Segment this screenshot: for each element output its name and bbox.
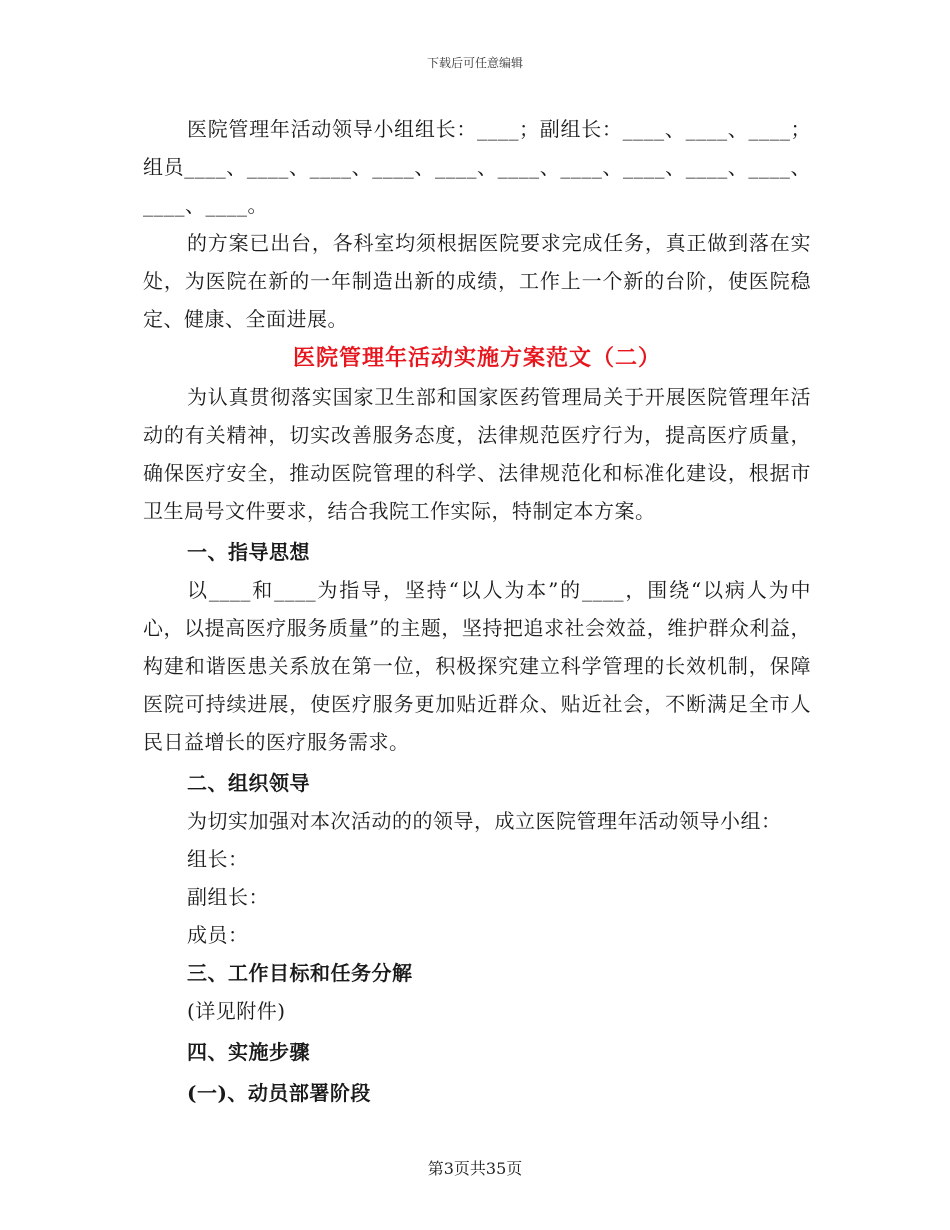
closing-paragraph: 的方案已出台，各科室均须根据医院要求完成任务，真正做到落在实处，为医院在新的一年制造出新的成绩，工作上一个新的台阶，使医院稳定、健康、全面进展。 xyxy=(143,231,811,331)
members-line: 成员： xyxy=(187,923,249,947)
document-body xyxy=(143,110,811,1112)
page-header: 下载后可任意编辑 xyxy=(426,56,523,70)
intro-paragraph: 医院管理年活动领导小组组长：____；副组长：____、____、____；组员____、____、____、____、____、____、____、____、____、____、____、____。 xyxy=(143,117,811,217)
subsection-heading-mobilization: (一)、动员部署阶段 xyxy=(187,1081,371,1105)
section-heading-organization: 二、组织领导 xyxy=(187,771,310,795)
preface-paragraph: 为认真贯彻落实国家卫生部和国家医药管理局关于开展医院管理年活动的有关精神，切实改善服务态度，法律规范医疗行为，提高医疗质量，确保医疗安全，推动医院管理的科学、法律规范化和标准化建设，根据市卫生局号文件要求，结合我院工作实际，特制定本方案。 xyxy=(143,385,811,523)
section-heading-guiding-ideology: 一、指导思想 xyxy=(187,540,310,564)
deputy-leader-line: 副组长： xyxy=(187,885,269,909)
page-footer: 第3页共35页 xyxy=(427,1159,523,1178)
section-heading-steps: 四、实施步骤 xyxy=(187,1040,310,1064)
document-title: 医院管理年活动实施方案范文（二） xyxy=(292,345,661,371)
guiding-ideology-paragraph: 以____和____为指导，坚持“以人为本”的____，围绕“以病人为中心，以提高医疗服务质量”的主题，坚持把追求社会效益，维护群众利益，构建和谐医患关系放在第一位，积极探究建立科学管理的长效机制，保障医院可持续进展，使医疗服务更加贴近群众、贴近社会，不断满足全市人民日益增长的医疗服务需求。 xyxy=(143,578,811,754)
section-heading-goals: 三、工作目标和任务分解 xyxy=(187,961,413,985)
organization-paragraph: 为切实加强对本次活动的的领导，成立医院管理年活动领导小组： xyxy=(187,809,782,833)
leader-line: 组长： xyxy=(187,847,249,871)
goals-paragraph: (详见附件) xyxy=(187,999,286,1023)
